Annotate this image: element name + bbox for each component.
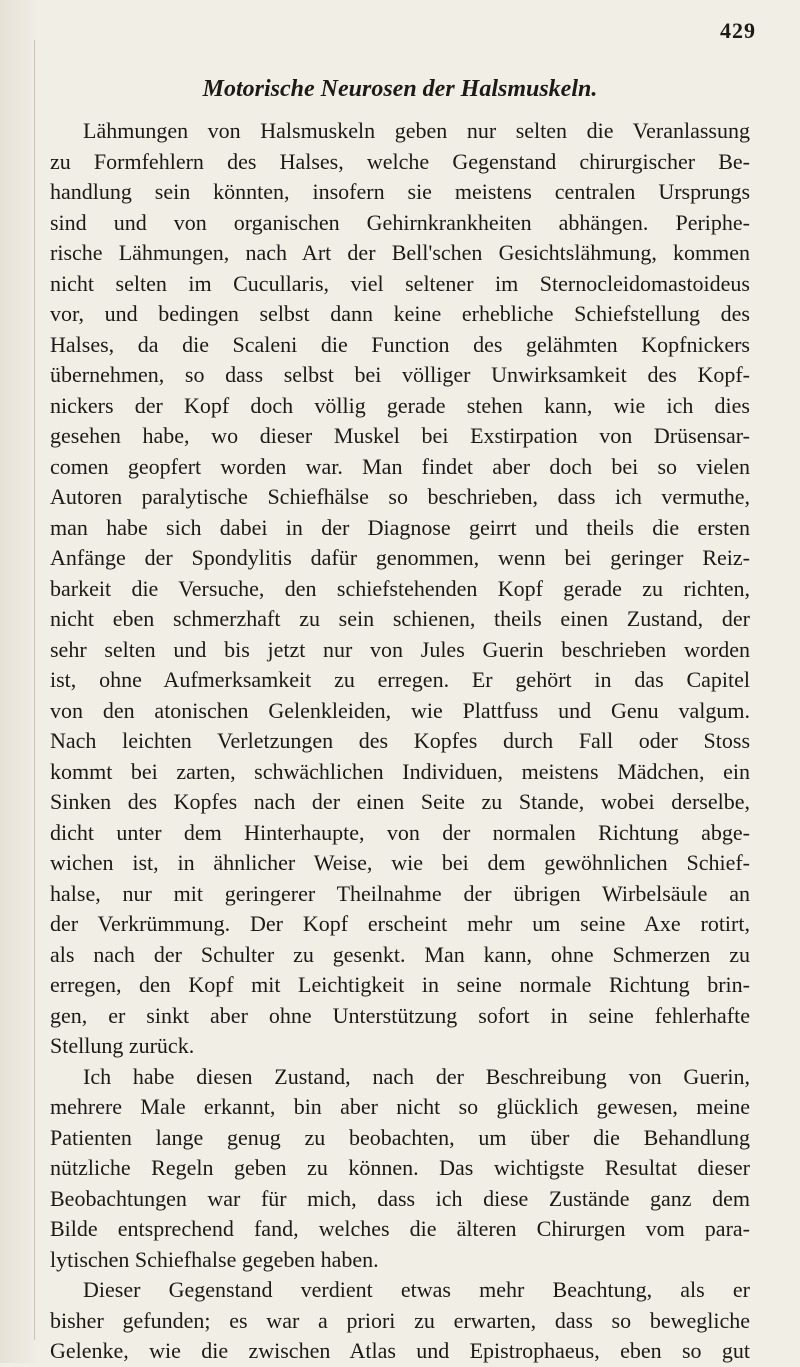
text-line: gen, er sinkt aber ohne Unterstützung sofort in seine fehlerhafte — [50, 1002, 750, 1028]
text-line: Sinken des Kopfes nach der einen Seite zu Stande, wobei derselbe, — [50, 789, 750, 814]
text-line: lytischen Schiefhalse gegeben haben. — [50, 1246, 379, 1272]
text-line: Anfänge der Spondylitis dafür genommen, wenn bei geringer Reiz- — [50, 545, 750, 570]
text-line: der Verkrümmung. Der Kopf erscheint mehr um seine Axe rotirt, — [50, 911, 750, 936]
paragraph-3 — [50, 1275, 750, 1367]
text-line: Beobachtungen war für mich, dass ich diese Zustände ganz dem — [50, 1185, 750, 1211]
text-line: ist, ohne Aufmerksamkeit zu erregen. Er gehört in das Capitel — [50, 667, 750, 692]
text-line: barkeit die Versuche, den schiefstehenden Kopf gerade zu richten, — [50, 575, 750, 601]
text-line: man habe sich dabei in der Diagnose geirrt und theils die ersten — [50, 514, 750, 540]
text-line: nicht selten im Cucullaris, viel seltener im Sternocleidomastoideus — [50, 270, 750, 296]
text-line: nickers der Kopf doch völlig gerade stehen kann, wie ich dies — [50, 392, 750, 418]
text-line: wichen ist, in ähnlicher Weise, wie bei dem gewöhnlichen Schief- — [50, 850, 750, 875]
text-line: Patienten lange genug zu beobachten, um über die Behandlung — [50, 1124, 750, 1150]
text-line: nützliche Regeln geben zu können. Das wichtigste Resultat dieser — [50, 1155, 750, 1180]
text-line: von den atonischen Gelenkleiden, wie Plattfuss und Genu valgum. — [50, 697, 750, 723]
text-line: Dieser Gegenstand verdient etwas mehr Beachtung, als er — [83, 1277, 750, 1302]
text-line: als nach der Schulter zu gesenkt. Man kann, ohne Schmerzen zu — [50, 941, 750, 967]
text-line: handlung sein könnten, insofern sie meistens centralen Ursprungs — [50, 179, 750, 204]
page-number: 429 — [720, 18, 756, 43]
paragraph-1 — [50, 116, 750, 1062]
text-line: vor, und bedingen selbst dann keine erhebliche Schiefstellung des — [50, 301, 750, 326]
paragraph-2 — [50, 1062, 750, 1276]
text-line: Ich habe diesen Zustand, nach der Beschreibung von Guerin, — [83, 1063, 750, 1089]
text-line: nicht eben schmerzhaft zu sein schienen, theils einen Zustand, der — [50, 606, 750, 631]
text-line: sind und von organischen Gehirnkrankheiten abhängen. Periphe- — [50, 209, 750, 235]
gutter-rule — [34, 40, 35, 1340]
text-line: Autoren paralytische Schiefhälse so beschrieben, dass ich vermuthe, — [50, 484, 750, 509]
text-line: kommt bei zarten, schwächlichen Individuen, meistens Mädchen, ein — [50, 758, 750, 784]
text-line: dicht unter dem Hinterhaupte, von der normalen Richtung abge- — [50, 819, 750, 845]
text-line: halse, nur mit geringerer Theilnahme der übrigen Wirbelsäule an — [50, 880, 750, 906]
text-line: zu Formfehlern des Halses, welche Gegenstand chirurgischer Be- — [50, 148, 750, 174]
text-line: Bilde entsprechend fand, welches die älteren Chirurgen vom para- — [50, 1216, 750, 1241]
text-line: Lähmungen von Halsmuskeln geben nur selten die Veranlassung — [83, 118, 750, 143]
text-line: bisher gefunden; es war a priori zu erwarten, dass so bewegliche — [50, 1307, 750, 1333]
text-line: Nach leichten Verletzungen des Kopfes durch Fall oder Stoss — [50, 728, 750, 753]
text-line: gesehen habe, wo dieser Muskel bei Exstirpation von Drüsensar- — [50, 423, 750, 448]
text-line: Gelenke, wie die zwischen Atlas und Epistrophaeus, eben so gut — [50, 1338, 750, 1363]
text-line: mehrere Male erkannt, bin aber nicht so glücklich gewesen, meine — [50, 1094, 750, 1119]
binding-gutter — [0, 0, 38, 1363]
text-line: rische Lähmungen, nach Art der Bell'schen Gesichtslähmung, kommen — [50, 240, 750, 265]
text-line: comen geopfert worden war. Man findet aber doch bei so vielen — [50, 453, 750, 479]
page-title: Motorische Neurosen der Halsmuskeln. — [202, 76, 598, 102]
text-line: sehr selten und bis jetzt nur von Jules Guerin beschrieben worden — [50, 636, 750, 662]
text-line: erregen, den Kopf mit Leichtigkeit in seine normale Richtung brin- — [50, 972, 750, 997]
text-line: Halses, da die Scaleni die Function des gelähmten Kopfnickers — [50, 331, 750, 357]
body-text — [50, 116, 750, 1367]
text-line: übernehmen, so dass selbst bei völliger Unwirksamkeit des Kopf- — [50, 362, 750, 387]
text-line: Stellung zurück. — [50, 1033, 195, 1058]
